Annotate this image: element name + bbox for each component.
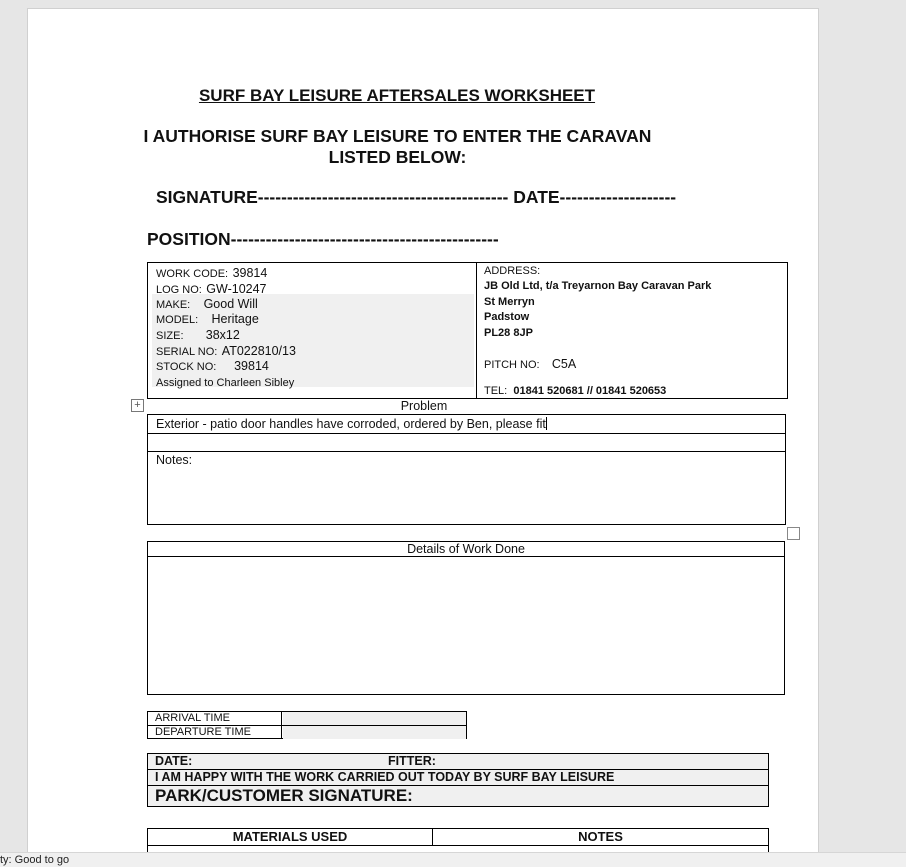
problem-row[interactable]	[148, 415, 785, 434]
caravan-info-table	[147, 262, 788, 399]
stock-value: 39814	[234, 359, 269, 373]
work-done-heading: Details of Work Done	[148, 542, 784, 557]
signoff-table	[147, 753, 769, 807]
pitch-row: PITCH NO: C5A	[484, 357, 577, 371]
problem-table	[147, 414, 786, 525]
document-title: SURF BAY LEISURE AFTERSALES WORKSHEET	[198, 86, 596, 105]
table-resize-handle[interactable]	[787, 527, 800, 540]
work-code-value: 39814	[232, 266, 268, 280]
problem-empty-row[interactable]	[148, 433, 785, 452]
authorise-statement	[120, 126, 675, 168]
log-no-value: GW-10247	[206, 282, 267, 296]
table-move-handle-icon[interactable]: +	[131, 399, 144, 412]
position-line: POSITION----------------------------------------------	[147, 229, 499, 249]
authorise-line-2: LISTED BELOW:	[328, 147, 467, 167]
make-row: MAKE: Good Will	[156, 297, 258, 311]
address-line-1: JB Old Ltd, t/a Treyarnon Bay Caravan Park	[484, 280, 712, 292]
materials-used-header: MATERIALS USED	[148, 829, 433, 846]
problem-text[interactable]: Exterior - patio door handles have corroded, ordered by Ben, please fit	[156, 417, 546, 431]
happy-statement: I AM HAPPY WITH THE WORK CARRIED OUT TODAY BY SURF BAY LEISURE	[155, 770, 615, 784]
make-value: Good Will	[203, 297, 258, 311]
serial-value: AT022810/13	[221, 344, 296, 358]
tel-row: TEL: 01841 520681 // 01841 520653	[484, 385, 667, 397]
model-value: Heritage	[211, 312, 259, 326]
customer-signature-label: PARK/CUSTOMER SIGNATURE:	[155, 786, 413, 805]
assigned-to: Assigned to Charleen Sibley	[156, 377, 295, 389]
signature-date-line: SIGNATURE------------------------------------------- DATE--------------------	[156, 187, 677, 207]
authorise-line-1: I AUTHORISE SURF BAY LEISURE TO ENTER THE CARAVAN	[143, 126, 652, 146]
work-done-table[interactable]	[147, 541, 785, 695]
departure-time-label: DEPARTURE TIME	[148, 726, 282, 739]
status-bar: ty: Good to go	[0, 852, 906, 867]
tel-value: 01841 520681 // 01841 520653	[513, 385, 667, 397]
size-value: 38x12	[205, 328, 240, 342]
address-line-3: Padstow	[484, 311, 530, 323]
log-no-row: LOG NO: GW-10247	[156, 282, 267, 296]
arrival-time-label: ARRIVAL TIME	[148, 712, 282, 725]
assigned-row	[156, 373, 294, 391]
stock-row: STOCK NO: 39814	[156, 359, 269, 373]
column-divider	[476, 263, 477, 398]
model-row: MODEL: Heritage	[156, 312, 259, 326]
date-label: DATE:	[155, 754, 193, 768]
departure-time-field[interactable]	[283, 726, 466, 739]
fitter-label: FITTER:	[388, 754, 436, 768]
address-line-4: PL28 8JP	[484, 327, 533, 339]
address-line-2: St Merryn	[484, 296, 535, 308]
serial-row: SERIAL NO: AT022810/13	[156, 344, 296, 358]
notes-label: Notes:	[156, 453, 193, 467]
notes-header: NOTES	[433, 829, 768, 846]
arrival-time-field[interactable]	[283, 712, 466, 725]
size-row: SIZE: 38x12	[156, 328, 240, 342]
problem-heading: Problem	[400, 399, 448, 413]
work-code-row: WORK CODE: 39814	[156, 266, 268, 280]
text-cursor	[546, 417, 547, 430]
pitch-value: C5A	[551, 357, 577, 371]
times-table	[147, 711, 467, 739]
address-label: ADDRESS:	[484, 265, 541, 277]
